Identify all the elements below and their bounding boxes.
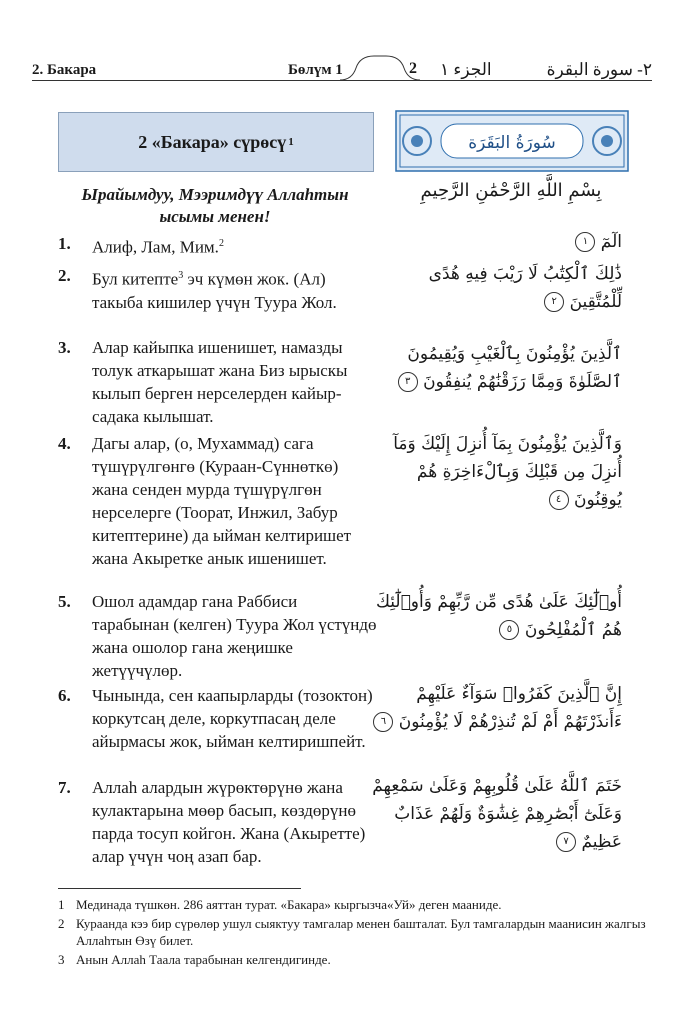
- surah-title-box: [58, 112, 374, 172]
- arabic-verse-2: [372, 260, 622, 316]
- arabic-verse-text: ذَٰلِكَ ٱلْكِتَٰبُ لَا رَيْبَ فِيهِ هُدًى لِّلْمُتَّقِينَ: [428, 264, 622, 312]
- surah-title-arabic: سُورَةُ البَقَرَة: [468, 133, 556, 153]
- arabic-verse-text: إِنَّ ٱلَّذِينَ كَفَرُوا۟ سَوَآءٌ عَلَيْهِمْ ءَأَنذَرْتَهُمْ أَمْ لَمْ تُنذِرْهُمْ لَا يُؤْمِنُونَ: [398, 684, 622, 732]
- footnote-number: 1: [58, 897, 65, 912]
- footnote-number: 2: [58, 916, 65, 931]
- surah-title: 2 «Бакара» сүрөсү: [138, 131, 287, 152]
- verse-number: 6.: [58, 686, 71, 705]
- footnote-2: [58, 915, 658, 949]
- footnote-ref: 3: [178, 270, 184, 281]
- footnote-text: Кураанда кээ бир сүрөлөр ушул сыяктуу тамгалар менен башталат. Бул тамгалардын маанисин жалгыз Аллаһтын Өзү билет.: [76, 916, 646, 948]
- ayah-marker: ٣: [398, 372, 418, 392]
- verse-text: Ошол адамдар гана Раббиси тарабынан (келген) Туура Жол үстүндө жана ошолор гана жеңишке жетүүчүлөр.: [92, 592, 377, 680]
- verse-text: Алар кайыпка ишенишет, намазды толук аткарышат жана Биз ырыскы кылып берген нерселерден кайыр-садака кылышат.: [92, 338, 348, 426]
- verse-text: Аллаһ алардын жүрөктөрүнө жана кулактарына мөөр басып, көздөрүнө парда тосуп койгон. Жана (Акыретте) алар үчүн чоң азап бар.: [92, 778, 366, 866]
- footnote-text: Мединада түшкөн. 286 аяттан турат. «Бакара» кыргызча«Уй» деген мааниде.: [76, 897, 502, 912]
- bismillah-translation: Ырайымдуу, Мээримдүү Аллаһтын ысымы менен!: [81, 185, 349, 226]
- footnote-rule: [58, 888, 301, 889]
- arabic-verse-3: [372, 340, 622, 396]
- arabic-verse-6: [372, 680, 622, 736]
- part-label: Бөлүм 1: [288, 62, 343, 78]
- header-rule: [32, 80, 652, 81]
- verse-6: [58, 684, 378, 753]
- arabic-verse-text: الٓمٓ: [600, 232, 622, 252]
- verse-5: [58, 590, 378, 682]
- surah-title-ornament: [395, 110, 629, 172]
- footnote-ref: 2: [218, 238, 224, 249]
- verse-2: [58, 264, 378, 314]
- verse-number: 2.: [58, 266, 71, 285]
- footnote-text: Анын Аллаһ Таала тарабынан келгендигинде.: [76, 952, 331, 967]
- verse-text: Бул китепте: [92, 269, 179, 289]
- verse-number: 5.: [58, 592, 71, 611]
- arabic-verse-7: [372, 772, 622, 856]
- arabic-verse-5: [372, 588, 622, 644]
- verse-text: Чынында, сен каапырларды (тозоктон) коркутсаң деле, коркутпасаң деле айырмасы жок, ыйман келтиришпейт.: [92, 686, 373, 751]
- verse-7: [58, 776, 378, 868]
- bismillah-arabic: بِسْمِ اللَّهِ الرَّحْمَٰنِ الرَّحِيمِ: [420, 180, 602, 201]
- verse-number: 1.: [58, 234, 71, 253]
- footnote-1: [58, 896, 658, 913]
- footnote-3: [58, 951, 658, 968]
- verse-number: 3.: [58, 338, 71, 357]
- verse-text: Алиф, Лам, Мим.: [92, 237, 219, 257]
- arabic-verse-text: وَٱلَّذِينَ يُؤْمِنُونَ بِمَآ أُنزِلَ إِلَيْكَ وَمَآ أُنزِلَ مِن قَبْلِكَ وَبِٱلْءَاخِرَةِ هُمْ يُوقِنُونَ: [393, 434, 622, 510]
- ayah-marker: ٢: [544, 292, 564, 312]
- juz-label-arabic: الجزء ١: [440, 60, 492, 79]
- verse-4: [58, 432, 378, 570]
- arabic-verse-text: أُو۟لَٰٓئِكَ عَلَىٰ هُدًى مِّن رَّبِّهِمْ وَأُو۟لَٰٓئِكَ هُمُ ٱلْمُفْلِحُونَ: [375, 592, 622, 640]
- surah-title-footnote-ref: 1: [288, 136, 294, 148]
- ayah-marker: ٦: [373, 712, 393, 732]
- footnotes: [58, 896, 658, 970]
- ayah-marker: ٤: [549, 490, 569, 510]
- chapter-name: 2. Бакара: [32, 62, 97, 78]
- surah-name-arabic: ٢- سورة البقرة: [546, 60, 652, 79]
- verse-number: 4.: [58, 434, 71, 453]
- ayah-marker: ٧: [556, 832, 576, 852]
- footnote-number: 3: [58, 952, 65, 967]
- page-number: 2: [409, 60, 417, 77]
- verse-text-cont: эч күмөн жок. (Ал) такыба кишилер үчүн Туура Жол.: [92, 269, 337, 312]
- ayah-marker: ٥: [499, 620, 519, 640]
- verse-text: Дагы алар, (о, Мухаммад) сага түшүрүлгөнгө (Кураан-Сүннөткө) жана сенден мурда түшүрүлгөн нерселерге (Тоорат, Инжил, Забур китептерине) да ыйман келтиришет жана Акыретке анык ишенишет.: [92, 434, 352, 568]
- arabic-verse-text: ٱلَّذِينَ يُؤْمِنُونَ بِٱلْغَيْبِ وَيُقِيمُونَ ٱلصَّلَوٰةَ وَمِمَّا رَزَقْنَٰهُمْ يُنفِقُونَ: [407, 344, 622, 392]
- verse-number: 7.: [58, 778, 71, 797]
- verse-3: [58, 336, 378, 428]
- arabic-verse-text: خَتَمَ ٱللَّهُ عَلَىٰ قُلُوبِهِمْ وَعَلَىٰ سَمْعِهِمْ وَعَلَىٰٓ أَبْصَٰرِهِمْ غِشَٰوَةٌ وَلَهُمْ عَذَابٌ عَظِيمٌ: [372, 776, 622, 852]
- arabic-verse-4: [372, 430, 622, 514]
- arabic-verse-1: [372, 228, 622, 256]
- verse-1: [58, 232, 378, 259]
- ayah-marker: ١: [575, 232, 595, 252]
